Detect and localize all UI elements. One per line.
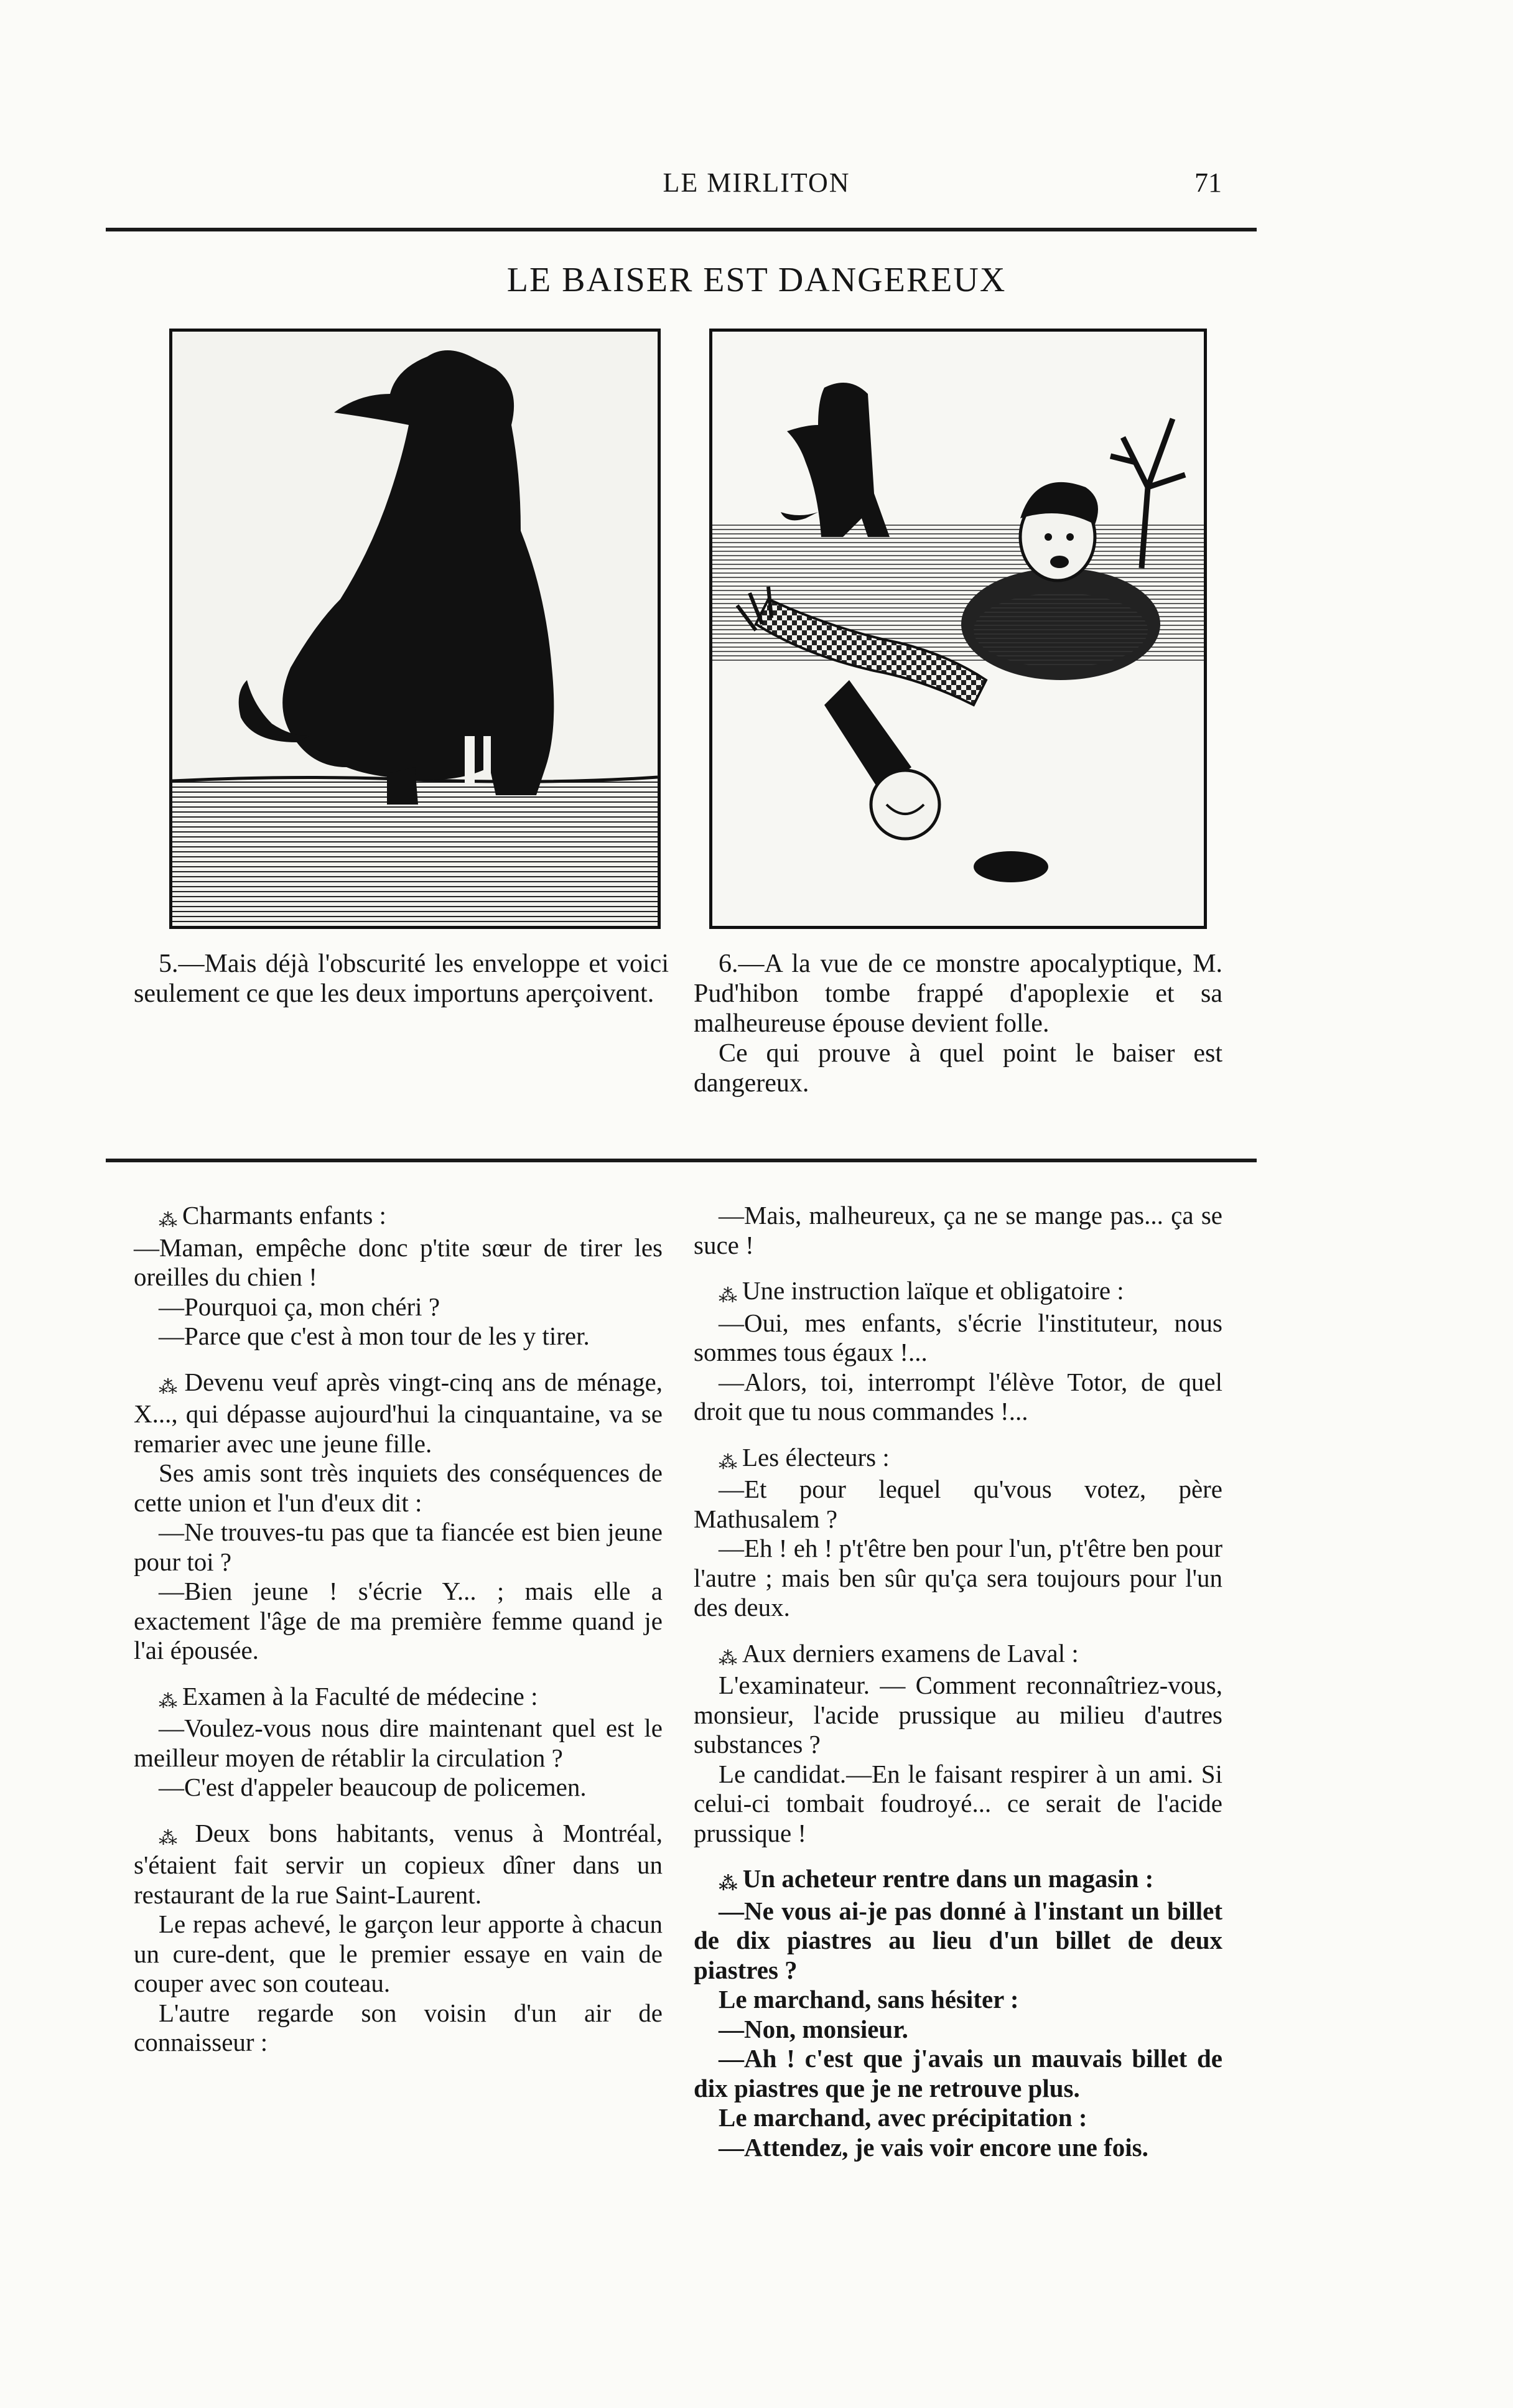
right-column xyxy=(694,1201,1222,2178)
anecdote-paragraph: Le marchand, sans hésiter : xyxy=(719,1985,1019,2014)
running-title: LE MIRLITON xyxy=(663,167,850,198)
dog-silhouette-illustration xyxy=(172,332,658,926)
anecdote-lead: Deux bons habitants, venus à Montréal, s'étaient fait servir un copieux dîner dans un restaurant de la rue Saint-Laurent. xyxy=(134,1818,663,1909)
anecdote-paragraph: Le marchand, avec précipitation : xyxy=(719,2103,1087,2132)
illustration-panel-5 xyxy=(169,329,661,929)
story-title: LE BAISER EST DANGEREUX xyxy=(506,261,1007,299)
asterism-icon: ⁂ xyxy=(159,1210,177,1231)
anecdote xyxy=(134,1682,663,1803)
panel-5-caption xyxy=(134,949,669,1009)
anecdote-paragraph: —Alors, toi, interrompt l'élève Totor, de quel droit que tu nous commandes !... xyxy=(694,1367,1222,1426)
asterism-icon: ⁂ xyxy=(159,1691,177,1712)
anecdote-lead: Charmants enfants : xyxy=(182,1201,386,1230)
anecdote-paragraph: —Non, monsieur. xyxy=(719,2014,908,2043)
anecdote xyxy=(694,1639,1222,1849)
caption-paragraph: 5.—Mais déjà l'obscurité les enveloppe et voici seulement ce que les deux importuns aperçoivent. xyxy=(134,950,669,1008)
anecdote-lead: Aux derniers examens de Laval : xyxy=(742,1638,1079,1668)
asterism-icon: ⁂ xyxy=(159,1827,190,1849)
left-column xyxy=(134,1201,663,2074)
anecdote-paragraph: —Bien jeune ! s'écrie Y... ; mais elle a exactement l'âge de ma première femme quand je l'ai épousée. xyxy=(134,1577,663,1664)
anecdote-continuation xyxy=(694,1201,1222,1260)
anecdote-paragraph: —Voulez-vous nous dire maintenant quel est le meilleur moyen de rétablir la circulation ? xyxy=(134,1714,663,1772)
asterism-icon: ⁂ xyxy=(159,1376,180,1398)
section-rule xyxy=(106,1159,1257,1162)
anecdote-paragraph: —Pourquoi ça, mon chéri ? xyxy=(159,1292,440,1321)
fainting-couple-illustration xyxy=(712,332,1204,926)
anecdote-paragraph: —Maman, empêche donc p'tite sœur de tirer les oreilles du chien ! xyxy=(134,1233,663,1291)
anecdote-lead: Examen à la Faculté de médecine : xyxy=(182,1681,538,1710)
caption-paragraph: 6.—A la vue de ce monstre apocalyptique, M. Pud'hibon tombe frappé d'apoplexie et sa malheureuse épouse devient folle. xyxy=(694,950,1222,1038)
caption-paragraph: Ce qui prouve à quel point le baiser est dangereux. xyxy=(694,1039,1222,1098)
anecdote-paragraph: L'autre regarde son voisin d'un air de connaisseur : xyxy=(134,1998,663,2056)
anecdote-lead: Une instruction laïque et obligatoire : xyxy=(742,1276,1124,1305)
anecdote-paragraph: —Attendez, je vais voir encore une fois. xyxy=(719,2132,1148,2162)
anecdote-paragraph: —Ah ! c'est que j'avais un mauvais billet de dix piastres que je ne retrouve plus. xyxy=(694,2044,1222,2102)
asterism-icon: ⁂ xyxy=(719,1874,738,1894)
anecdote-lead: Un acheteur rentre dans un magasin : xyxy=(742,1864,1154,1893)
anecdote-paragraph: —Oui, mes enfants, s'écrie l'instituteur, nous sommes tous égaux !... xyxy=(694,1308,1222,1366)
anecdote-paragraph: —Mais, malheureux, ça ne se mange pas... ça se suce ! xyxy=(694,1201,1222,1259)
anecdote xyxy=(694,1864,1222,2162)
page-number: 71 xyxy=(1194,167,1222,198)
asterism-icon: ⁂ xyxy=(719,1452,737,1473)
header-rule xyxy=(106,228,1257,231)
anecdote xyxy=(134,1201,663,1351)
anecdote-paragraph: —Eh ! eh ! p't'être ben pour l'un, p't'être ben pour l'autre ; mais ben sûr qu'ça sera toujours pour l'un des deux. xyxy=(694,1534,1222,1622)
anecdote-paragraph: Ses amis sont très inquiets des conséquences de cette union et l'un d'eux dit : xyxy=(134,1458,663,1517)
anecdote xyxy=(694,1443,1222,1623)
anecdote-paragraph: Le candidat.—En le faisant respirer à un ami. Si celui-ci tombait foudroyé... ce serait de l'acide prussique ! xyxy=(694,1759,1222,1847)
illustration-panel-6 xyxy=(709,329,1207,929)
anecdote xyxy=(134,1368,663,1666)
anecdote xyxy=(134,1819,663,2058)
anecdote xyxy=(694,1276,1222,1427)
panel-6-caption xyxy=(694,949,1222,1098)
asterism-icon: ⁂ xyxy=(719,1286,737,1306)
asterism-icon: ⁂ xyxy=(719,1648,737,1669)
anecdote-paragraph: —Ne trouves-tu pas que ta fiancée est bien jeune pour toi ? xyxy=(134,1518,663,1576)
anecdote-paragraph: —Et pour lequel qu'vous votez, père Mathusalem ? xyxy=(694,1475,1222,1533)
anecdote-lead: Les électeurs : xyxy=(742,1442,890,1472)
anecdote-lead: Devenu veuf après vingt-cinq ans de ménage, X..., qui dépasse aujourd'hui la cinquantaine, va se remarier avec une jeune fille. xyxy=(134,1367,663,1458)
anecdote-paragraph: Le repas achevé, le garçon leur apporte à chacun un cure-dent, que le premier essaye en vain de couper avec son couteau. xyxy=(134,1910,663,1997)
anecdote-paragraph: —Parce que c'est à mon tour de les y tirer. xyxy=(159,1322,590,1350)
anecdote-paragraph: L'examinateur. — Comment reconnaîtriez-vous, monsieur, l'acide prussique au milieu d'autres substances ? xyxy=(694,1671,1222,1758)
anecdote-paragraph: —Ne vous ai-je pas donné à l'instant un billet de dix piastres au lieu d'un billet de deux piastres ? xyxy=(694,1896,1222,1984)
anecdote-paragraph: —C'est d'appeler beaucoup de policemen. xyxy=(159,1773,587,1801)
